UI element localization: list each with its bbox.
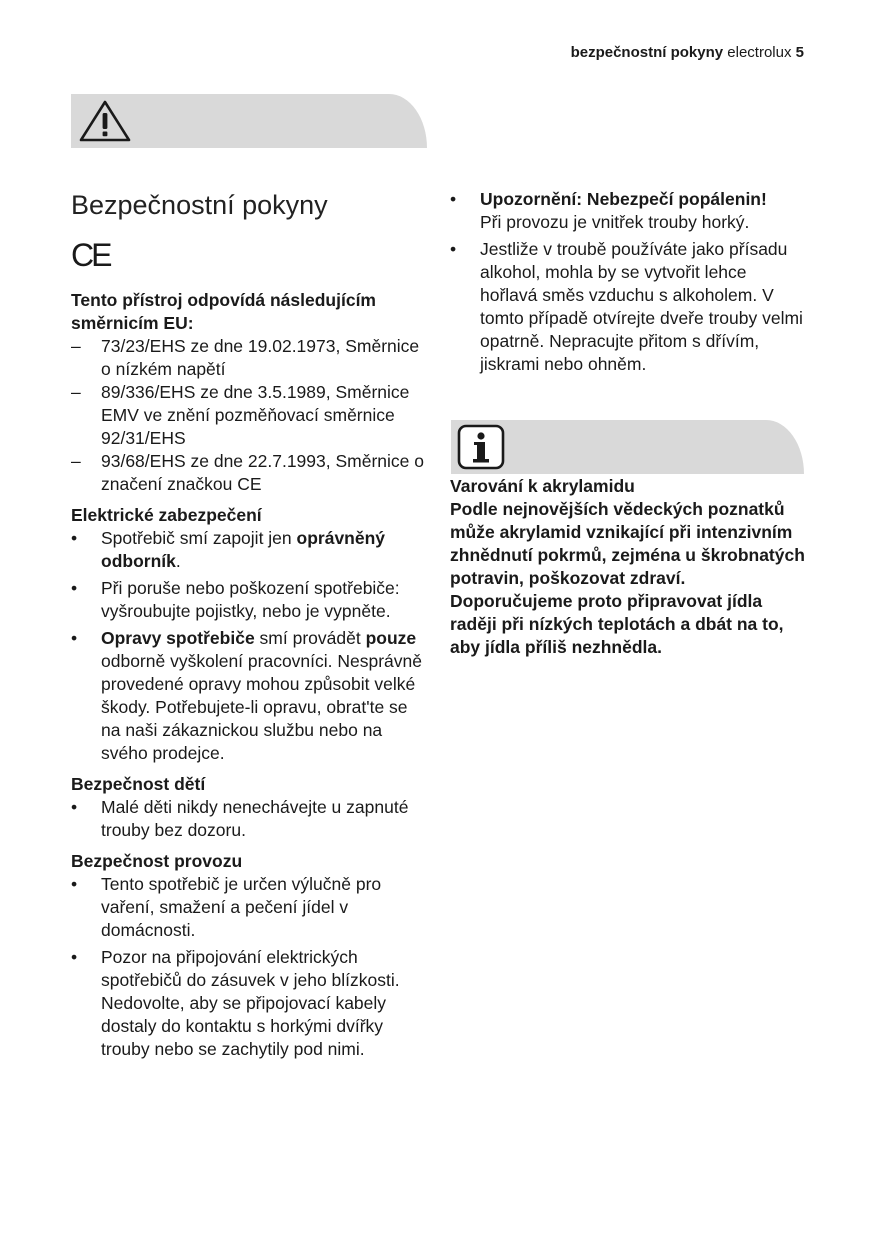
operation-heading: Bezpečnost provozu [71,851,243,871]
page-title: Bezpečnostní pokyny [71,190,328,220]
list-item: • Při poruše nebo poškození spotřebiče: vyšroubujte pojistky, nebo je vypněte. [71,578,400,621]
burn-warning-list [450,188,808,376]
operation-list [71,873,431,1061]
list-item: • Spotřebič smí zapojit jen oprávněný odborník. [71,528,386,571]
left-column [71,188,431,1065]
list-item: • Upozornění: Nebezpečí popálenin! Při provozu je vnitřek trouby horký. [450,189,767,232]
children-list [71,796,431,842]
warning-triangle-icon [77,98,133,149]
acrylamide-text: Podle nejnovějších vědeckých poznatků může akrylamid vznikající při intenzivním zhnědnutí pokrmů, zejména u škrobnatých potravin, poškozovat zdraví. Doporučujeme proto připravovat jídla raději při nízkých teplotách a dbát na to, aby jídla příliš nezhnědla. [450,499,805,657]
brand-name: electrolux [727,44,792,61]
page-number: 5 [795,44,804,61]
electrical-heading: Elektrické zabezpečení [71,505,262,525]
directive-list [71,335,431,496]
directive-heading: Tento přístroj odpovídá následujícím směrnicím EU: [71,290,376,333]
electrical-list [71,527,431,765]
ce-mark-icon: CE [71,237,110,273]
warning-banner [71,94,427,148]
list-item: • Tento spotřebič je určen výlučně pro vaření, smažení a pečení jídel v domácnosti. [71,874,382,940]
right-column [450,188,808,659]
acrylamide-heading: Varování k akrylamidu [450,476,635,496]
list-item: • Pozor na připojování elektrických spotřebičů do zásuvek v jeho blízkosti. Nedovolte, aby se připojovací kabely dostaly do kontaktu s horkými dvířky trouby nebo se zachytily pod nimi. [71,947,400,1059]
list-item: – 73/23/EHS ze dne 19.02.1973, Směrnice o nízkém napětí [71,336,420,379]
list-item: – 93/68/EHS ze dne 22.7.1993, Směrnice o značení značkou CE [71,451,424,494]
children-heading: Bezpečnost dětí [71,774,206,794]
running-head [571,44,804,61]
section-name: bezpečnostní pokyny [570,44,724,61]
list-item: • Malé děti nikdy nenechávejte u zapnuté trouby bez dozoru. [71,797,409,840]
list-item: • Jestliže v troubě používáte jako přísadu alkohol, mohla by se vytvořit lehce hořlavá směs vzduchu s alkoholem. V tomto případě otvírejte dveře trouby velmi opatrně. Nepracujte přitom s dřívím, jiskrami nebo ohněm. [450,239,803,374]
list-item: – 89/336/EHS ze dne 3.5.1989, Směrnice EMV ve znění pozměňovací směrnice 92/31/EHS [71,382,410,448]
list-item: • Opravy spotřebiče smí provádět pouze odborně vyškolení pracovníci. Nesprávně provedené opravy mohou způsobit velké škody. Potřebujete-li opravu, obrat'te se na naši zákaznickou službu nebo na svého prodejce. [71,628,423,763]
